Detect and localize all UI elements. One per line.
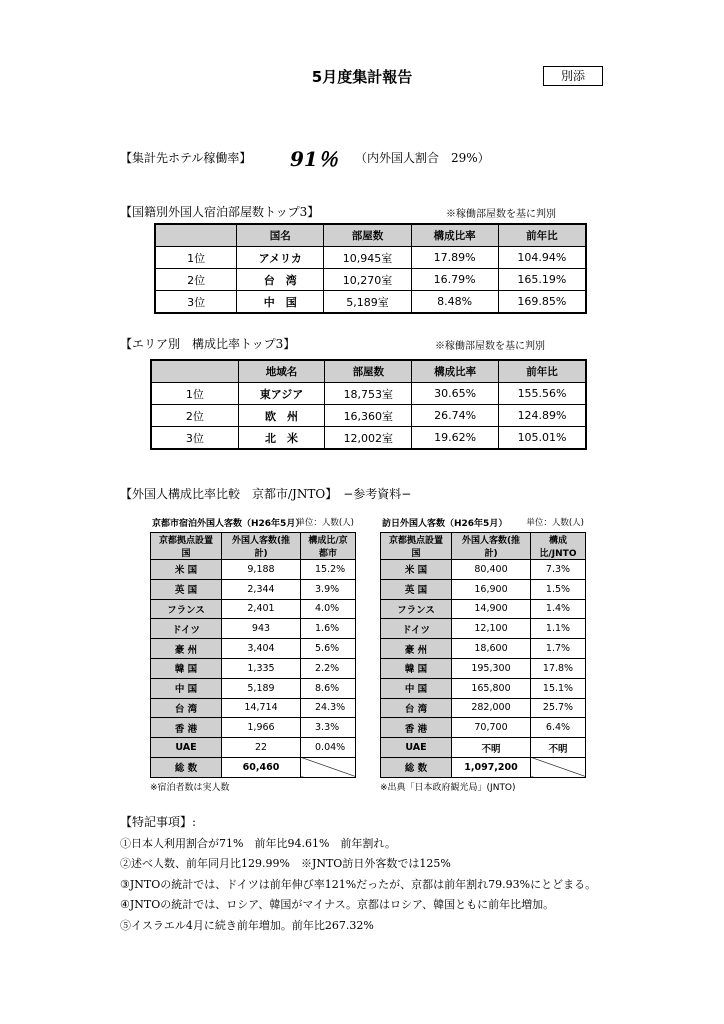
region-cell: 東アジア — [238, 383, 325, 405]
table-row — [151, 718, 356, 738]
visitors-cell: 2,401 — [222, 599, 301, 619]
table-row — [151, 619, 356, 639]
table-header — [151, 360, 238, 383]
yoy-cell: 105.01% — [499, 427, 586, 450]
table-row — [151, 405, 586, 427]
visitors-cell: 1,966 — [222, 718, 301, 738]
table-header: 前年比 — [498, 224, 586, 247]
country-cell: 米 国 — [381, 560, 452, 580]
kyoto-table-title: 京都市宿泊外国人客数（H26年5月） — [152, 519, 305, 529]
occupancy-label: 【集計先ホテル稼働率】 — [120, 151, 252, 165]
table-row — [151, 383, 586, 405]
yoy-cell: 155.56% — [499, 383, 586, 405]
table-header — [155, 224, 237, 247]
appendix-label: 別添 — [543, 66, 603, 86]
visitors-cell: 70,700 — [452, 718, 531, 738]
share-cell: 1.1% — [531, 619, 586, 639]
share-cell: 7.3% — [531, 560, 586, 580]
area-heading: 【エリア別 構成比率トップ3】 — [120, 337, 296, 351]
country-cell: ドイツ — [381, 619, 452, 639]
yoy-cell: 165.19% — [498, 269, 586, 291]
country-cell: 香 港 — [381, 718, 452, 738]
share-cell: 8.6% — [301, 678, 356, 698]
visitors-cell: 3,404 — [222, 639, 301, 659]
visitors-cell: 80,400 — [452, 560, 531, 580]
area-table — [150, 359, 587, 450]
table-header: 国名 — [237, 224, 324, 247]
yoy-cell: 104.94% — [498, 247, 586, 269]
country-cell: フランス — [151, 599, 222, 619]
visitors-cell: 165,800 — [452, 678, 531, 698]
total-label: 総 数 — [151, 757, 222, 777]
share-cell: 4.0% — [301, 599, 356, 619]
ratio-cell: 19.62% — [412, 427, 499, 450]
special-note-item: ①日本人利用割合が71% 前年比94.61% 前年割れ。 — [120, 836, 397, 850]
visitors-cell: 2,344 — [222, 579, 301, 599]
country-cell: 中 国 — [381, 678, 452, 698]
table-header: 構成比率 — [411, 224, 498, 247]
country-cell: 中 国 — [237, 291, 324, 314]
visitors-cell: 12,100 — [452, 619, 531, 639]
rooms-cell: 18,753室 — [325, 383, 412, 405]
country-cell: 韓 国 — [381, 658, 452, 678]
country-cell: 台 湾 — [381, 698, 452, 718]
share-cell: 不明 — [531, 738, 586, 758]
table-row — [381, 619, 586, 639]
share-cell: 25.7% — [531, 698, 586, 718]
country-cell: 香 港 — [151, 718, 222, 738]
share-cell: 3.3% — [301, 718, 356, 738]
rank-cell: 3位 — [155, 291, 237, 314]
ratio-cell: 16.79% — [411, 269, 498, 291]
table-row — [381, 560, 586, 580]
total-label: 総 数 — [381, 757, 452, 777]
share-cell: 1.6% — [301, 619, 356, 639]
rank-cell: 1位 — [155, 247, 237, 269]
country-cell: 韓 国 — [151, 658, 222, 678]
nationality-note: ※稼働部屋数を基に判別 — [446, 209, 556, 220]
share-cell: 0.04% — [301, 738, 356, 758]
table-row — [151, 658, 356, 678]
table-row — [151, 698, 356, 718]
table-row — [381, 738, 586, 758]
ratio-cell: 8.48% — [411, 291, 498, 314]
share-cell: 5.6% — [301, 639, 356, 659]
rooms-cell: 16,360室 — [325, 405, 412, 427]
total-value: 60,460 — [222, 757, 301, 777]
table-row — [151, 639, 356, 659]
visitors-cell: 16,900 — [452, 579, 531, 599]
rooms-cell: 10,945室 — [324, 247, 411, 269]
share-cell: 15.2% — [301, 560, 356, 580]
visitors-cell: 5,189 — [222, 678, 301, 698]
rooms-cell: 12,002室 — [325, 427, 412, 450]
jnto-table-title: 訪日外国人客数（H26年5月） — [382, 519, 508, 529]
share-cell: 6.4% — [531, 718, 586, 738]
rank-cell: 3位 — [151, 427, 238, 450]
comparison-heading: 【外国人構成比率比較 京都市/JNTO】 −参考資料− — [120, 487, 412, 501]
ratio-cell: 17.89% — [411, 247, 498, 269]
special-notes-heading: 【特記事項】: — [120, 815, 197, 829]
kyoto-footnote: ※宿泊者数は実人数 — [150, 782, 230, 793]
share-cell: 3.9% — [301, 579, 356, 599]
rank-cell: 2位 — [155, 269, 237, 291]
table-header: 部屋数 — [324, 224, 411, 247]
table-header: 地域名 — [238, 360, 325, 383]
country-cell: UAE — [381, 738, 452, 758]
table-header: 外国人客数(推計) — [452, 533, 531, 560]
nationality-heading: 【国籍別外国人宿泊部屋数トップ3】 — [120, 205, 320, 219]
country-cell: 台 湾 — [151, 698, 222, 718]
share-cell: 15.1% — [531, 678, 586, 698]
table-header: 構成比率 — [412, 360, 499, 383]
country-cell: 台 湾 — [237, 269, 324, 291]
rank-cell: 2位 — [151, 405, 238, 427]
table-row — [381, 678, 586, 698]
nationality-table — [154, 223, 587, 314]
table-header: 部屋数 — [325, 360, 412, 383]
occupancy-value: 91％ — [290, 147, 338, 171]
kyoto-table — [150, 532, 356, 778]
total-value: 1,097,200 — [452, 757, 531, 777]
table-row — [381, 639, 586, 659]
visitors-cell: 22 — [222, 738, 301, 758]
table-header: 外国人客数(推計) — [222, 533, 301, 560]
area-note: ※稼働部屋数を基に判別 — [435, 341, 545, 352]
country-cell: ドイツ — [151, 619, 222, 639]
total-row — [381, 757, 586, 777]
table-row — [151, 678, 356, 698]
total-row — [151, 757, 356, 777]
table-row — [155, 269, 586, 291]
jnto-table — [380, 532, 586, 778]
table-header: 京都拠点設置国 — [151, 533, 222, 560]
visitors-cell: 943 — [222, 619, 301, 639]
table-row — [151, 738, 356, 758]
table-header: 構成比/JNTO — [531, 533, 586, 560]
yoy-cell: 169.85% — [498, 291, 586, 314]
share-cell: 1.5% — [531, 579, 586, 599]
region-cell: 北 米 — [238, 427, 325, 450]
table-row — [381, 698, 586, 718]
country-cell: UAE — [151, 738, 222, 758]
yoy-cell: 124.89% — [499, 405, 586, 427]
special-note-item: ⑤イスラエル4月に続き前年増加。前年比267.32% — [120, 918, 374, 932]
country-cell: アメリカ — [237, 247, 324, 269]
country-cell: フランス — [381, 599, 452, 619]
jnto-table-unit: 単位：人数(人) — [526, 518, 584, 528]
share-cell: 1.4% — [531, 599, 586, 619]
share-cell: 2.2% — [301, 658, 356, 678]
visitors-cell: 18,600 — [452, 639, 531, 659]
diagonal-empty-cell — [531, 757, 586, 777]
share-cell: 24.3% — [301, 698, 356, 718]
rank-cell: 1位 — [151, 383, 238, 405]
diagonal-empty-cell — [301, 757, 356, 777]
jnto-table-block — [380, 512, 586, 793]
rooms-cell: 5,189室 — [324, 291, 411, 314]
share-cell: 17.8% — [531, 658, 586, 678]
ratio-cell: 30.65% — [412, 383, 499, 405]
country-cell: 米 国 — [151, 560, 222, 580]
table-row — [381, 658, 586, 678]
table-row — [381, 599, 586, 619]
visitors-cell: 1,335 — [222, 658, 301, 678]
visitors-cell: 195,300 — [452, 658, 531, 678]
visitors-cell: 14,900 — [452, 599, 531, 619]
visitors-cell: 9,188 — [222, 560, 301, 580]
rooms-cell: 10,270室 — [324, 269, 411, 291]
country-cell: 英 国 — [381, 579, 452, 599]
page-title: 5月度集計報告 — [311, 68, 413, 86]
table-row — [151, 599, 356, 619]
table-header: 構成比/京都市 — [301, 533, 356, 560]
table-row — [151, 560, 356, 580]
table-row — [381, 579, 586, 599]
country-cell: 豪 州 — [381, 639, 452, 659]
special-note-item: ④JNTOの統計では、ロシア、韓国がマイナス。京都はロシア、韓国ともに前年比増加。 — [120, 898, 555, 911]
kyoto-table-block — [150, 512, 356, 793]
table-row — [151, 427, 586, 450]
region-cell: 欧 州 — [238, 405, 325, 427]
country-cell: 中 国 — [151, 678, 222, 698]
table-row — [155, 291, 586, 314]
visitors-cell: 不明 — [452, 738, 531, 758]
foreign-share-note: （内外国人割合 29%） — [355, 151, 490, 165]
visitors-cell: 282,000 — [452, 698, 531, 718]
special-note-item: ②述べ人数、前年同月比129.99% ※JNTO訪日外客数では125% — [120, 857, 451, 870]
country-cell: 英 国 — [151, 579, 222, 599]
visitors-cell: 14,714 — [222, 698, 301, 718]
special-notes — [120, 812, 596, 936]
special-note-item: ③JNTOの統計では、ドイツは前年伸び率121%だったが、京都は前年割れ79.93%にとどまる。 — [120, 877, 597, 891]
jnto-footnote: ※出典「日本政府観光局」(JNTO) — [380, 782, 516, 793]
country-cell: 豪 州 — [151, 639, 222, 659]
table-row — [155, 247, 586, 269]
table-row — [151, 579, 356, 599]
kyoto-table-unit: 単位：人数(人) — [296, 518, 354, 528]
table-header: 京都拠点設置国 — [381, 533, 452, 560]
share-cell: 1.7% — [531, 639, 586, 659]
ratio-cell: 26.74% — [412, 405, 499, 427]
table-header: 前年比 — [499, 360, 586, 383]
table-row — [381, 718, 586, 738]
